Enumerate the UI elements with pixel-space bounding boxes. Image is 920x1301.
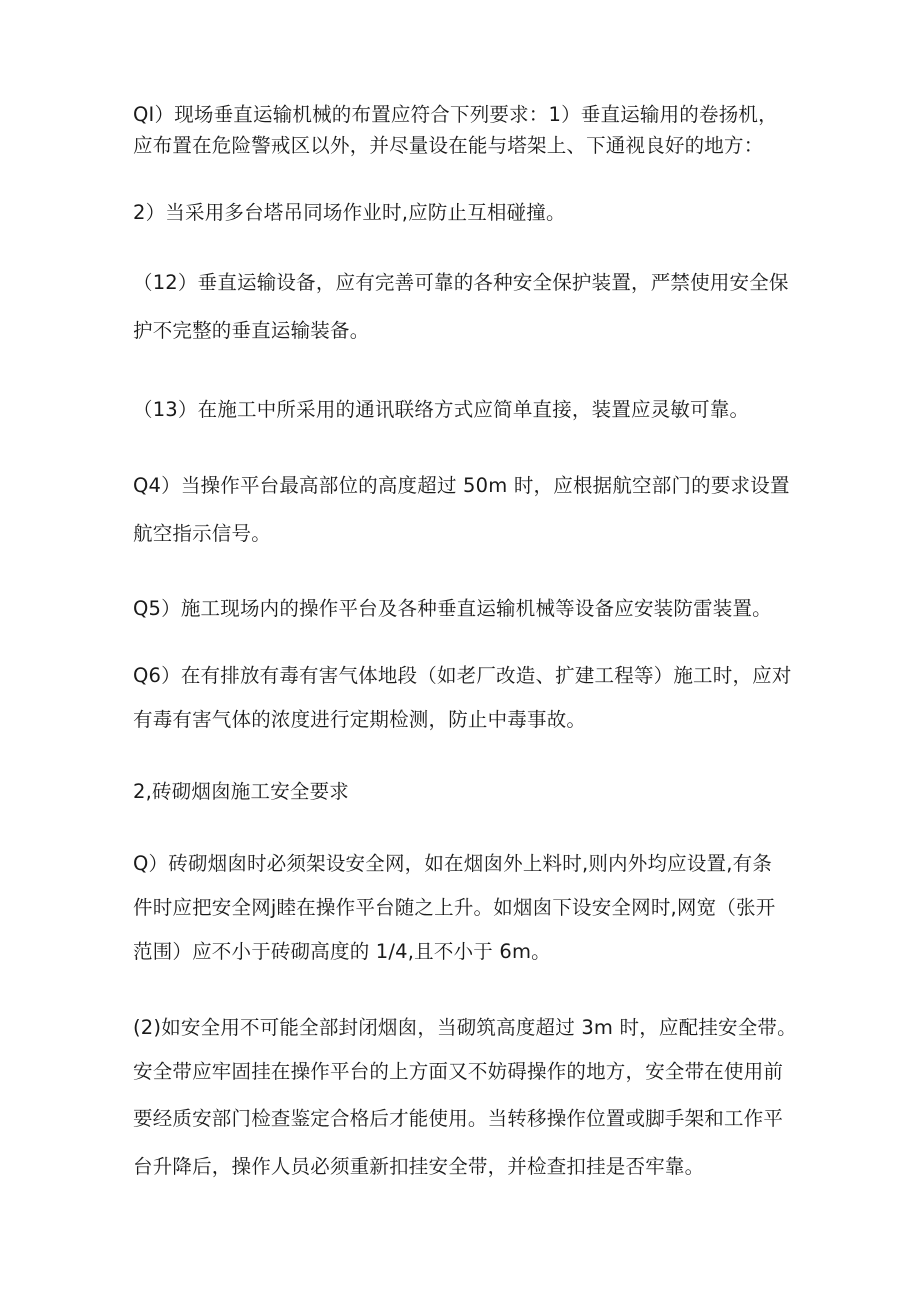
- paragraph-1-line-2: 应布置在危险警戒区以外，并尽量设在能与塔架上、下通视良好的地方：: [133, 134, 764, 157]
- paragraph-4-line-1: （13）在施工中所采用的通讯联络方式应简单直接，装置应灵敏可靠。: [133, 398, 750, 421]
- paragraph-9-line-1: Q）砖砌烟囱时必须架设安全网，如在烟囱外上料时,则内外均应设置,有条: [133, 852, 773, 875]
- paragraph-10-line-2: 安全带应牢固挂在操作平台的上方面又不妨碍操作的地方，安全带在使用前: [133, 1060, 784, 1083]
- paragraph-7-line-1: Q6）在有排放有毒有害气体地段（如老厂改造、扩建工程等）施工时，应对: [133, 664, 792, 687]
- paragraph-9-line-2: 件时应把安全网j睦在操作平台随之上升。如烟囱下设安全网时,网宽（张开: [133, 896, 776, 919]
- paragraph-5-line-2: 航空指示信号。: [133, 522, 271, 545]
- paragraph-10-line-3: 要经质安部门检查鉴定合格后才能使用。当转移操作位置或脚手架和工作平: [133, 1107, 784, 1130]
- paragraph-7-line-2: 有毒有害气体的浓度进行定期检测，防止中毒事故。: [133, 708, 587, 731]
- paragraph-3-line-1: （12）垂直运输设备，应有完善可靠的各种安全保护装置，严禁使用安全保: [133, 271, 789, 294]
- paragraph-2-line-1: 2）当采用多台塔吊同场作业时,应防止互相碰撞。: [133, 201, 566, 224]
- paragraph-10-line-1: (2)如安全用不可能全部封闭烟囱，当砌筑高度超过 3m 时，应配挂安全带。: [133, 1016, 797, 1039]
- paragraph-9-line-3: 范围）应不小于砖砌高度的 1/4,且不小于 6m。: [133, 940, 551, 963]
- paragraph-10-line-4: 台升降后，操作人员必须重新扣挂安全带，并检查扣挂是否牢靠。: [133, 1155, 705, 1178]
- paragraph-1-line-1: QI）现场垂直运输机械的布置应符合下列要求：1）垂直运输用的卷扬机，: [133, 103, 778, 126]
- paragraph-6-line-1: Q5）施工现场内的操作平台及各种垂直运输机械等设备应安装防雷装置。: [133, 597, 772, 620]
- paragraph-5-line-1: Q4）当操作平台最高部位的高度超过 50m 时，应根据航空部门的要求设置: [133, 474, 790, 497]
- section-heading: 2,砖砌烟囱施工安全要求: [133, 780, 350, 803]
- paragraph-3-line-2: 护不完整的垂直运输装备。: [133, 319, 370, 342]
